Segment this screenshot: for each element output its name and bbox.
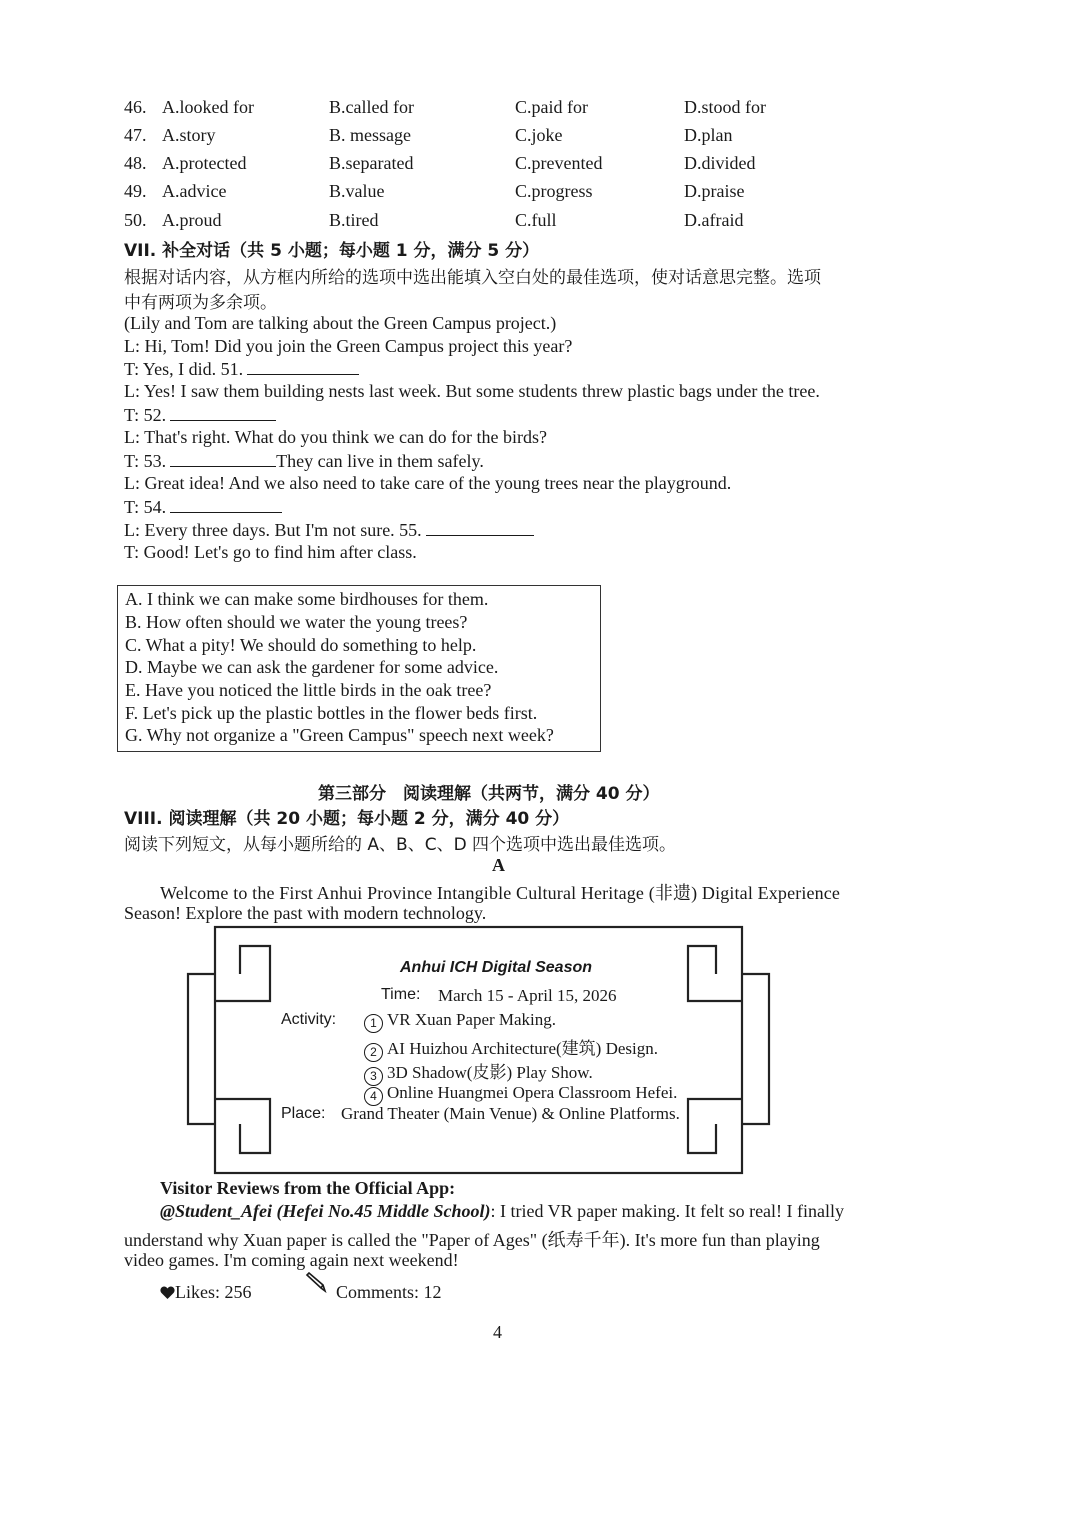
option-a: A.proud (162, 210, 222, 230)
number-badge: 4 (364, 1087, 383, 1106)
option-d: D.praise (684, 181, 745, 201)
review-text: understand why Xuan paper is called the "Paper of Ages" (纸寿千年). It's more fun than playing (124, 1230, 820, 1250)
dialogue-line: T: Good! Let's go to find him after class. (124, 542, 417, 562)
option-c: C.prevented (515, 153, 603, 173)
instruction-text: 中有两项为多余项。 (124, 293, 277, 313)
option-b: B.tired (329, 210, 379, 230)
option-item: F. Let's pick up the plastic bottles in the flower beds first. (125, 703, 538, 723)
option-item: G. Why not organize a "Green Campus" speech next week? (125, 725, 554, 745)
place-label: Place: (281, 1105, 326, 1122)
passage-letter: A (492, 855, 505, 875)
review-text: video games. I'm coming again next weekend! (124, 1250, 459, 1270)
option-item: E. Have you noticed the little birds in the oak tree? (125, 680, 492, 700)
option-b: B.separated (329, 153, 414, 173)
activity-item (364, 1058, 593, 1086)
section-heading: VII. 补全对话（共 5 小题；每小题 1 分，满分 5 分） (124, 241, 540, 261)
option-a: A.looked for (162, 97, 254, 117)
likes-label: Likes: 256 (175, 1282, 252, 1302)
option-d: D.afraid (684, 210, 744, 230)
passage-intro: Season! Explore the past with modern technology. (124, 903, 487, 923)
number-badge: 3 (364, 1067, 383, 1086)
activity-item (364, 1010, 556, 1033)
section-heading: VIII. 阅读理解（共 20 小题；每小题 2 分，满分 40 分） (124, 809, 570, 829)
option-item: A. I think we can make some birdhouses for them. (125, 589, 489, 609)
dialogue-text: They can live in them safely. (276, 451, 484, 471)
question-number: 46. (124, 97, 147, 117)
number-badge: 1 (364, 1014, 383, 1033)
dialogue-text: T: Yes, I did. 51. (124, 359, 244, 379)
option-c: C.full (515, 210, 557, 230)
option-c: C.progress (515, 181, 593, 201)
activity-text: Online Huangmei Opera Classroom Hefei. (387, 1083, 678, 1102)
dialogue-text: T: 52. (124, 405, 167, 425)
time-label: Time: (381, 986, 421, 1003)
review-author[interactable]: @Student_Afei (Hefei No.45 Middle School) (160, 1201, 491, 1221)
dialogue-line: L: That's right. What do you think we can do for the birds? (124, 427, 547, 447)
dialogue-text: T: 53. (124, 451, 167, 471)
dialogue-line: L: Great idea! And we also need to take care of the young trees near the playground. (124, 473, 732, 493)
option-c: C.joke (515, 125, 563, 145)
option-b: B.called for (329, 97, 414, 117)
activity-text: AI Huizhou Architecture(建筑) Design. (387, 1039, 658, 1058)
number-badge: 2 (364, 1043, 383, 1062)
option-d: D.plan (684, 125, 733, 145)
activity-text: VR Xuan Paper Making. (387, 1010, 557, 1029)
heart-icon (160, 1286, 175, 1299)
option-a: A.story (162, 125, 216, 145)
time-value: March 15 - April 15, 2026 (438, 986, 617, 1005)
instruction-text: 阅读下列短文，从每小题所给的 A、B、C、D 四个选项中选出最佳选项。 (124, 835, 677, 855)
reviews-heading: Visitor Reviews from the Official App: (160, 1178, 456, 1198)
review-text: : I tried VR paper making. It felt so real! I finally (490, 1201, 845, 1221)
review-line (160, 1201, 844, 1222)
part-title: 第三部分 阅读理解（共两节，满分 40 分） (318, 784, 660, 804)
option-item: B. How often should we water the young trees? (125, 612, 468, 632)
question-number: 50. (124, 210, 147, 230)
dialogue-line: L: Hi, Tom! Did you join the Green Campus project this year? (124, 336, 573, 356)
likes-count[interactable] (160, 1282, 252, 1303)
option-d: D.stood for (684, 97, 766, 117)
activity-item (364, 1083, 677, 1106)
place-value: Grand Theater (Main Venue) & Online Platforms. (341, 1104, 680, 1123)
question-number: 47. (124, 125, 147, 145)
activity-label: Activity: (281, 1011, 337, 1028)
option-item: C. What a pity! We should do something to help. (125, 635, 477, 655)
dialogue-text: T: 54. (124, 497, 167, 517)
option-c: C.paid for (515, 97, 588, 117)
pencil-icon (304, 1272, 328, 1294)
poster-title: Anhui ICH Digital Season (400, 959, 593, 976)
option-d: D.divided (684, 153, 756, 173)
question-number: 49. (124, 181, 147, 201)
question-number: 48. (124, 153, 147, 173)
option-b: B. message (329, 125, 411, 145)
dialogue-line: L: Yes! I saw them building nests last week. But some students threw plastic bags under the tree. (124, 381, 820, 401)
option-a: A.protected (162, 153, 247, 173)
option-b: B.value (329, 181, 385, 201)
passage-intro: Welcome to the First Anhui Province Intangible Cultural Heritage (非遗) Digital Experience (160, 883, 841, 903)
comments-count[interactable]: Comments: 12 (336, 1282, 442, 1302)
activity-text: 3D Shadow(皮影) Play Show. (387, 1063, 593, 1082)
option-a: A.advice (162, 181, 227, 201)
dialogue-text: L: Every three days. But I'm not sure. 55. (124, 520, 422, 540)
instruction-text: 根据对话内容，从方框内所给的选项中选出能填入空白处的最佳选项，使对话意思完整。选项 (124, 268, 821, 288)
option-item: D. Maybe we can ask the gardener for some advice. (125, 657, 499, 677)
dialogue-intro: (Lily and Tom are talking about the Green Campus project.) (124, 313, 557, 333)
page-number: 4 (493, 1322, 502, 1342)
